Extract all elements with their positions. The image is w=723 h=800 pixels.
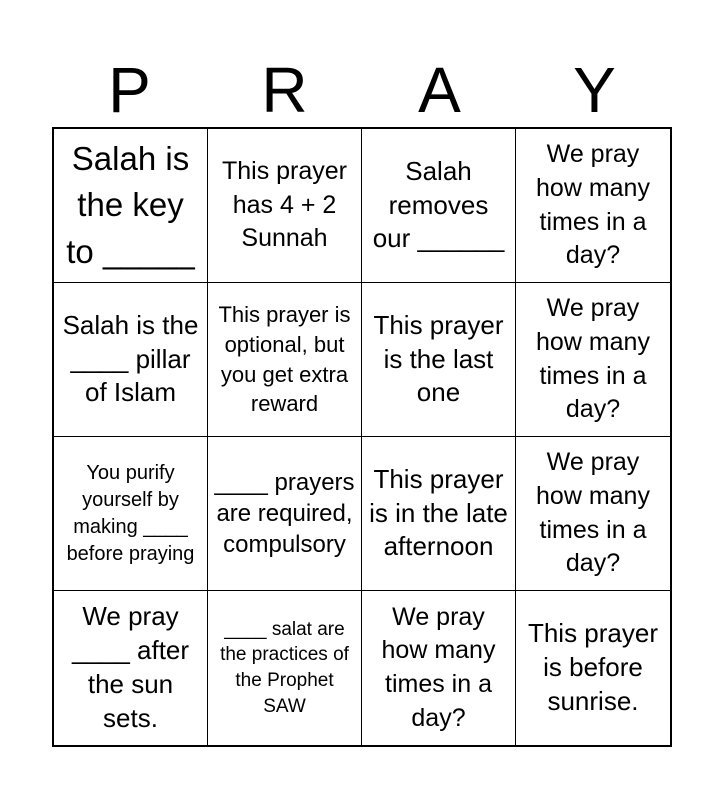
header-letter-y: Y: [573, 54, 616, 126]
bingo-cell-r3c4[interactable]: We pray how many times in a day?: [516, 437, 670, 591]
bingo-cell-r2c2[interactable]: This prayer is optional, but you get extra reward: [208, 283, 362, 437]
header-letter-p: P: [108, 54, 151, 126]
bingo-cell-r2c3[interactable]: This prayer is the last one: [362, 283, 516, 437]
bingo-cell-r4c3[interactable]: We pray how many times in a day?: [362, 591, 516, 745]
bingo-cell-r1c2[interactable]: This prayer has 4 + 2 Sunnah: [208, 129, 362, 283]
header-letter-r: R: [261, 54, 308, 126]
header-letter-a: A: [418, 54, 461, 126]
bingo-cell-r1c3[interactable]: Salah removes our ______: [362, 129, 516, 283]
bingo-cell-r2c4[interactable]: We pray how many times in a day?: [516, 283, 670, 437]
bingo-cell-r1c1[interactable]: Salah is the key to _____: [54, 129, 208, 283]
bingo-cell-r2c1[interactable]: Salah is the ____ pillar of Islam: [54, 283, 208, 437]
bingo-grid: [52, 127, 672, 747]
bingo-cell-r3c1[interactable]: You purify yourself by making ____ before praying: [54, 437, 208, 591]
bingo-cell-r3c3[interactable]: This prayer is in the late afternoon: [362, 437, 516, 591]
bingo-header: [52, 52, 672, 128]
bingo-cell-r3c2[interactable]: ____ prayers are required, compulsory: [208, 437, 362, 591]
bingo-cell-r4c2[interactable]: ____ salat are the practices of the Prophet SAW: [208, 591, 362, 745]
bingo-cell-r1c4[interactable]: We pray how many times in a day?: [516, 129, 670, 283]
bingo-cell-r4c1[interactable]: We pray ____ after the sun sets.: [54, 591, 208, 745]
bingo-cell-r4c4[interactable]: This prayer is before sunrise.: [527, 618, 659, 716]
